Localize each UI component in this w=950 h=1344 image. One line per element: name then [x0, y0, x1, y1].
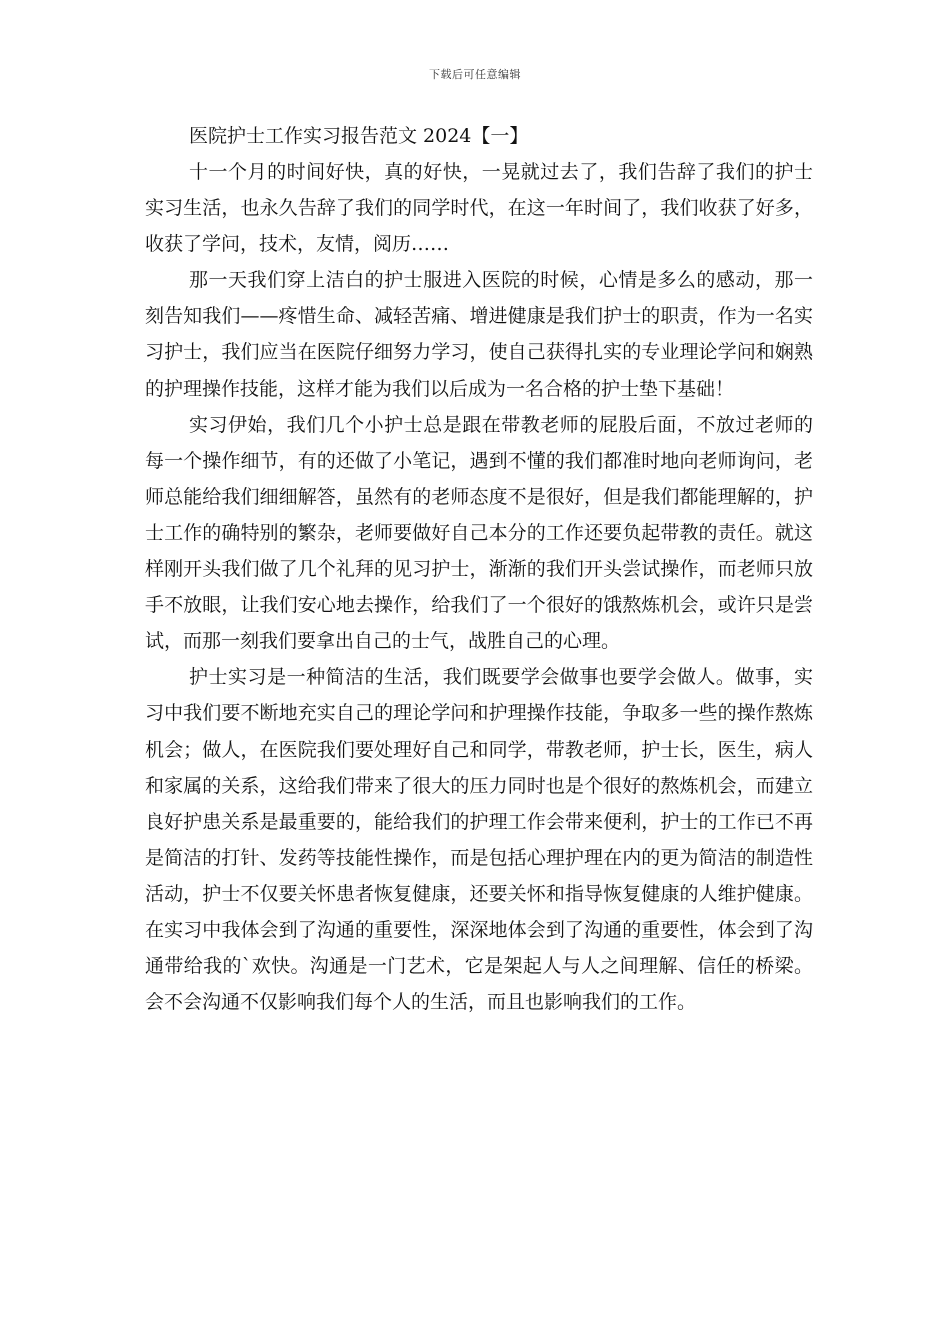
document-body [145, 118, 813, 1020]
paragraph-4: 护士实习是一种简洁的生活，我们既要学会做事也要学会做人。做事，实习中我们要不断地充实自己的理论学问和护理操作技能，争取多一些的操作熬炼机会；做人，在医院我们要处理好自己和同学，带教老师，护士长，医生，病人和家属的关系，这给我们带来了很大的压力同时也是个很好的熬炼机会，而建立良好护患关系是最重要的，能给我们的护理工作会带来便利，护士的工作已不再是简洁的打针、发药等技能性操作，而是包括心理护理在内的更为简洁的制造性活动，护士不仅要关怀患者恢复健康，还要关怀和指导恢复健康的人维护健康。在实习中我体会到了沟通的重要性，深深地体会到了沟通的重要性，体会到了沟通带给我的`欢快。沟通是一门艺术，它是架起人与人之间理解、信任的桥梁。会不会沟通不仅影响我们每个人的生活，而且也影响我们的工作。 [145, 666, 813, 1014]
paragraph-3: 实习伊始，我们几个小护士总是跟在带教老师的屁股后面，不放过老师的每一个操作细节，有的还做了小笔记，遇到不懂的我们都准时地向老师询问，老师总能给我们细细解答，虽然有的老师态度不是很好，但是我们都能理解的，护士工作的确特别的繁杂，老师要做好自己本分的工作还要负起带教的责任。就这样刚开头我们做了几个礼拜的见习护士，渐渐的我们开头尝试操作，而老师只放手不放眼，让我们安心地去操作，给我们了一个很好的饿熬炼机会，或许只是尝试，而那一刻我们要拿出自己的士气，战胜自己的心理。 [145, 413, 813, 653]
header-note: 下载后可任意编辑 [429, 68, 521, 81]
paragraph-2: 那一天我们穿上洁白的护士服进入医院的时候，心情是多么的感动，那一刻告知我们——疼惜生命、减轻苦痛、增进健康是我们护士的职责，作为一名实习护士，我们应当在医院仔细努力学习，使自己获得扎实的专业理论学问和娴熟的护理操作技能，这样才能为我们以后成为一名合格的护士垫下基础！ [145, 269, 813, 400]
document-title: 医院护士工作实习报告范文 2024【一】 [189, 125, 529, 147]
paragraph-1: 十一个月的时间好快，真的好快，一晃就过去了，我们告辞了我们的护士实习生活，也永久告辞了我们的同学时代，在这一年时间了，我们收获了好多，收获了学问，技术，友情，阅历…… [145, 161, 813, 256]
